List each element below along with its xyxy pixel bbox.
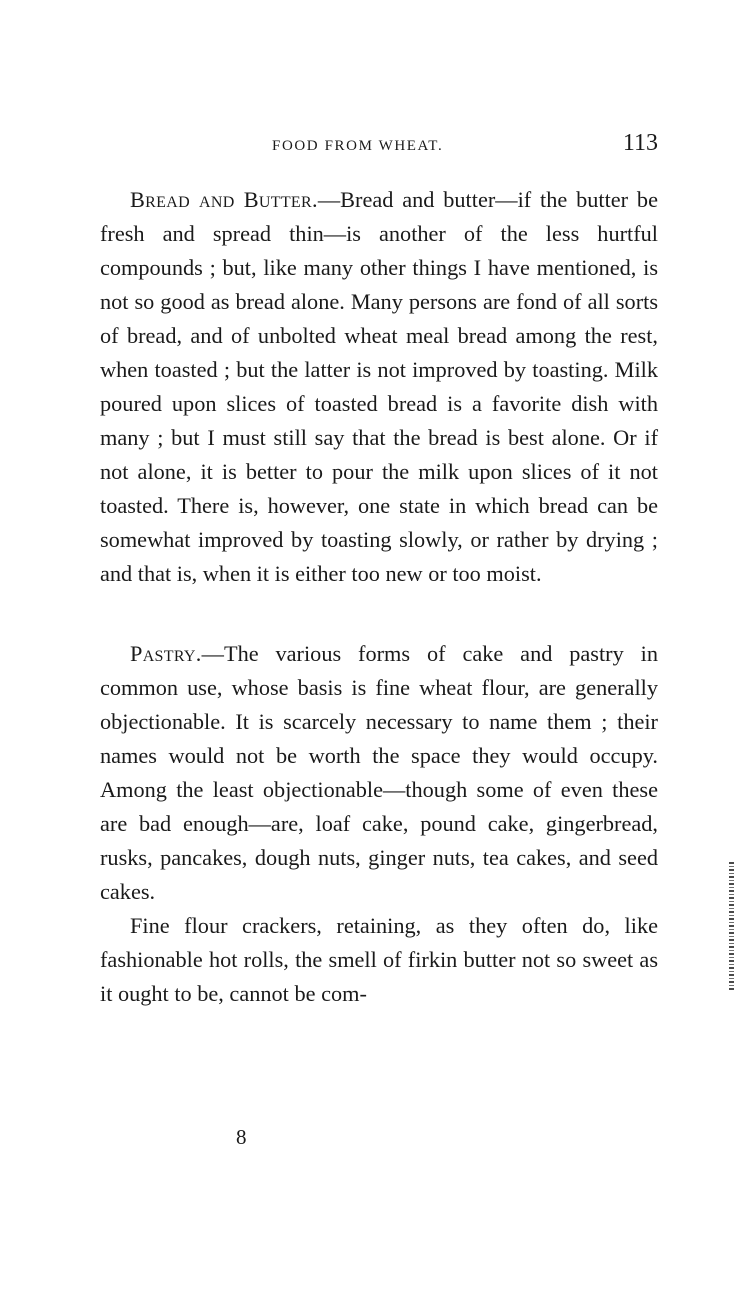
paragraph-text: Fine flour crackers, retaining, as they often do, like fashionable hot rolls, the smell of firkin butter not so sweet as it ought to be, cannot be com- bbox=[100, 913, 658, 1006]
page-number: 113 bbox=[622, 130, 658, 156]
paragraph-bread-and-butter bbox=[100, 183, 658, 591]
paragraph-text: —Bread and butter—if the butter be fresh and spread thin—is another of the less hurtful compounds ; but, like many other things I have mentioned, is not so good as bread alone. Many persons are fond of all sorts of bread, and of unbolted wheat meal bread among the rest, when toasted ; but the latter is not improved by toasting. Milk poured upon slices of toasted bread is a favorite dish with many ; but I must still say that the bread is best alone. Or if not alone, it is better to pour the milk upon slices of it not toasted. There is, however, one state in which bread can be somewhat improved by toasting slowly, or rather by drying ; and that is, when it is either too new or too moist. bbox=[100, 187, 658, 586]
body-text bbox=[100, 183, 658, 1011]
running-head bbox=[100, 130, 658, 162]
section-heading-pastry: Pastry. bbox=[130, 641, 202, 666]
signature-mark: 8 bbox=[236, 1125, 247, 1149]
page-edge-mark bbox=[729, 862, 734, 992]
paragraph-text: —The various forms of cake and pastry in common use, whose basis is fine wheat flour, are generally objectionable. It is scarcely necessary to name them ; their names would not be worth the space they would occupy. Among the least objectionable—though some of even these are bad enough—are, loaf cake, pound cake, gingerbread, rusks, pancakes, dough nuts, ginger nuts, tea cakes, and seed cakes. bbox=[100, 641, 658, 904]
paragraph-pastry bbox=[100, 637, 658, 909]
section-heading-bread-and-butter: Bread and Butter. bbox=[130, 187, 318, 212]
paragraph-crackers bbox=[100, 909, 658, 1011]
running-title: FOOD FROM WHEAT. bbox=[272, 138, 444, 154]
